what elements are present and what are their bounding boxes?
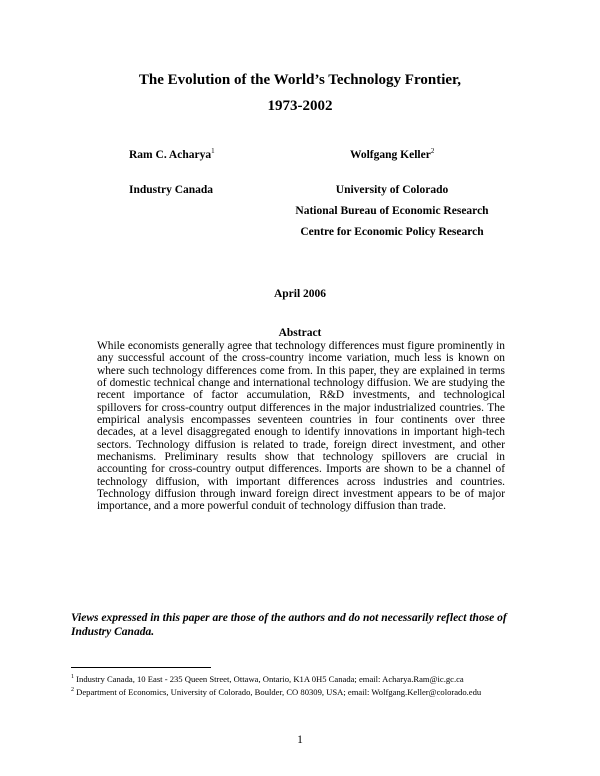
footnote-divider	[71, 667, 211, 668]
author-2-footnote-mark: 2	[430, 147, 435, 155]
paper-title-line-2: 1973-2002	[267, 98, 333, 114]
author-1-affiliation: Industry Canada	[129, 184, 214, 196]
abstract-heading: Abstract	[278, 327, 322, 339]
footnote-1	[71, 672, 541, 685]
footnote-1-mark: 1	[71, 674, 74, 680]
author-1-name: Ram C. Acharya	[129, 148, 212, 161]
disclaimer: Views expressed in this paper are those of the authors and do not necessarily reflect those of Industry Canada.	[71, 612, 507, 638]
page-number: 1	[297, 734, 303, 746]
footnote-2	[71, 685, 541, 698]
publication-date: April 2006	[273, 288, 327, 300]
author-1-footnote-mark: 1	[211, 147, 215, 155]
author-1	[129, 147, 215, 161]
author-2-affiliation-1: University of Colorado	[335, 184, 449, 196]
author-2-affiliation-3: Centre for Economic Policy Research	[300, 226, 484, 238]
footnote-2-mark: 2	[71, 687, 74, 694]
author-2-name: Wolfgang Keller	[350, 148, 431, 161]
abstract-text: While economists generally agree that technology differences must figure prominently in any successful account of the cross-country income variation, much less is known on where such technology differences come from. In this paper, they are explained in terms of domestic technical change and international technology diffusion. We are studying the recent importance of factor accumulation, R&D investments, and technological spillovers for cross-country output differences in the major industrialized countries. The empirical analysis encompasses seventeen countries in four continents over three decades, at a level disaggregated enough to identify innovations in important high-tech sectors. Technology diffusion is related to trade, foreign direct investment, and other mechanisms. Preliminary results show that technology spillovers are crucial in accounting for cross-country output differences. Imports are shown to be a channel of technology diffusion, with important differences across industries and countries. Technology diffusion through inward foreign direct investment appears to be of major importance, and a more powerful conduit of technology diffusion than trade.	[97, 340, 505, 513]
author-2	[350, 147, 434, 161]
footnote-2-text: Department of Economics, University of Colorado, Boulder, CO 80309, USA; email: Wolfgang.Keller@colorado.edu	[76, 686, 482, 697]
footnote-1-text: Industry Canada, 10 East - 235 Queen Street, Ottawa, Ontario, K1A 0H5 Canada; email: Acharya.Ram@ic.gc.ca	[76, 673, 464, 684]
author-2-affiliation-2: National Bureau of Economic Research	[295, 205, 489, 217]
footnotes	[71, 672, 541, 698]
paper-title-line-1: The Evolution of the World’s Technology Frontier,	[138, 72, 462, 88]
